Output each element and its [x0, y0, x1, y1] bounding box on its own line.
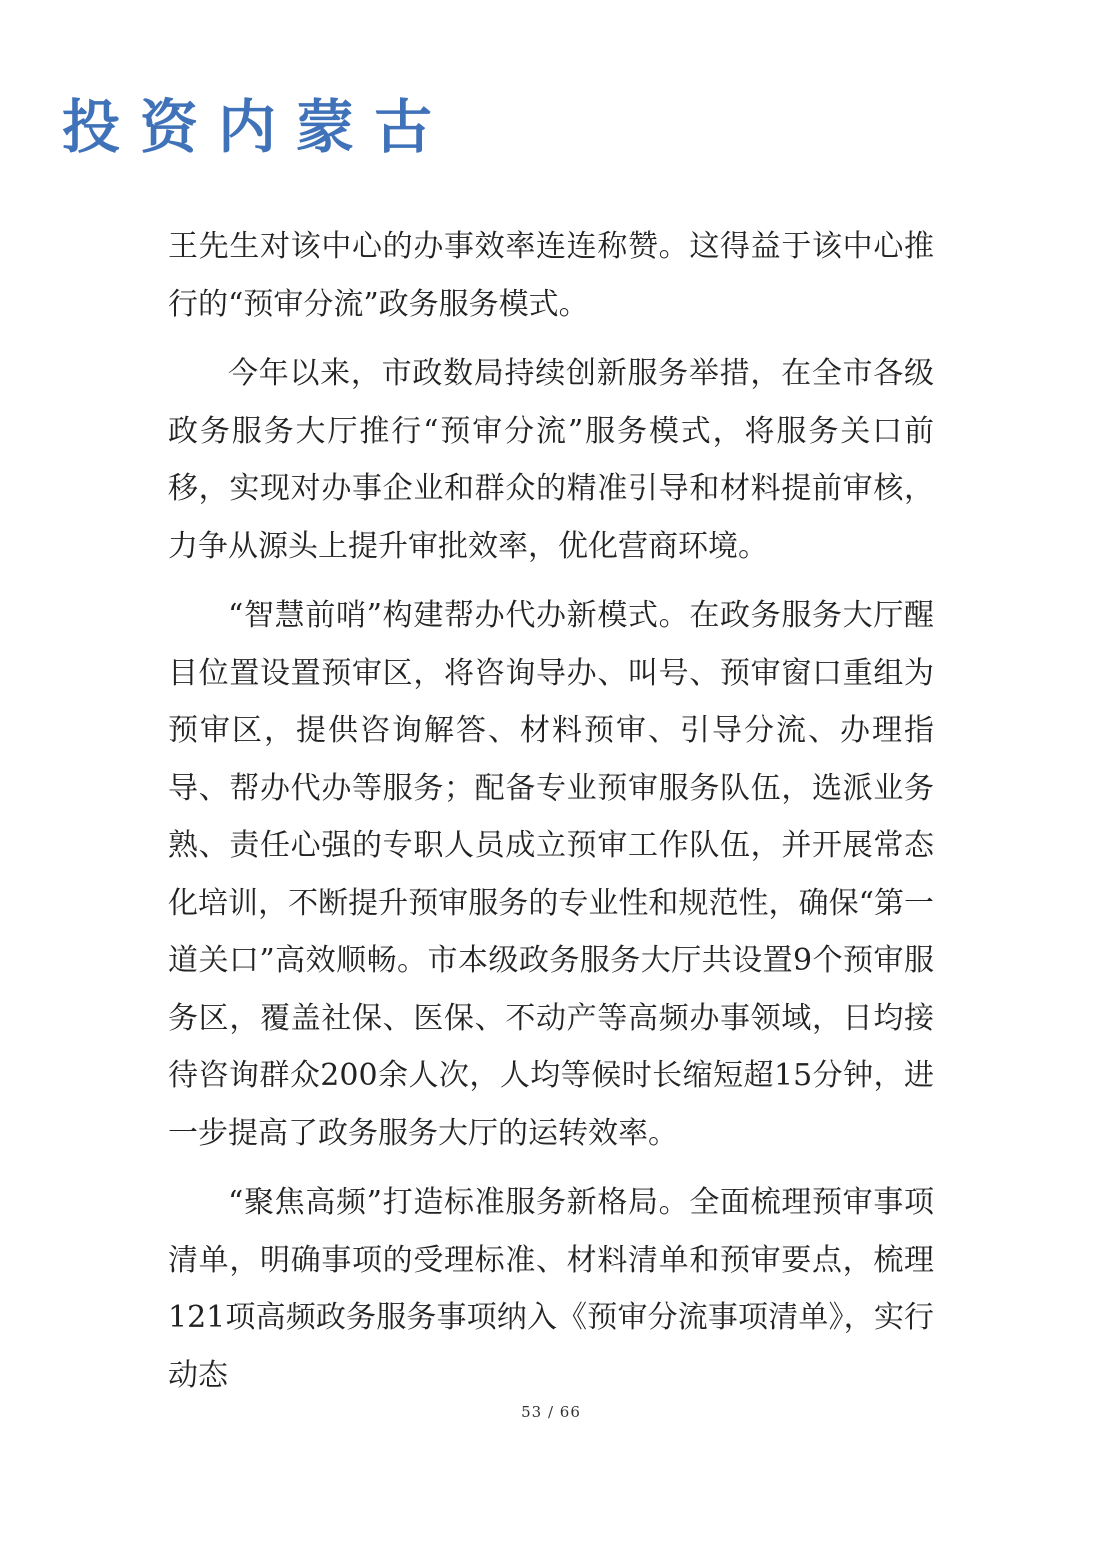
page-number: 53 / 66 [521, 1403, 581, 1421]
paragraph-intro: 今年以来，市政数局持续创新服务举措，在全市各级政务服务大厅推行“预审分流”服务模式，将服务关口前移，实现对办事企业和群众的精准引导和材料提前审核，力争从源头上提升审批效率，优化营商环境。 [168, 356, 934, 564]
paragraph-smart-outpost: “智慧前哨”构建帮办代办新模式。在政务服务大厅醒目位置设置预审区，将咨询导办、叫号、预审窗口重组为预审区，提供咨询解答、材料预审、引导分流、办理指导、帮办代办等服务；配备专业预审服务队伍，选派业务熟、责任心强的专职人员成立预审工作队伍，并开展常态化培训，不断提升预审服务的专业性和规范性，确保“第一道关口”高效顺畅。市本级政务服务大厅共设置9个预审服务区，覆盖社保、医保、不动产等高频办事领域，日均接待咨询群众200余人次，人均等候时长缩短超15分钟，进一步提高了政务服务大厅的运转效率。 [168, 598, 934, 1151]
paragraph-focus-high-frequency: “聚焦高频”打造标准服务新格局。全面梳理预审事项清单，明确事项的受理标准、材料清单和预审要点，梳理121项高频政务服务事项纳入《预审分流事项清单》，实行动态 [168, 1185, 934, 1393]
article-body [168, 218, 934, 1404]
paragraph-continuation: 王先生对该中心的办事效率连连称赞。这得益于该中心推行的“预审分流”政务服务模式。 [168, 229, 934, 322]
header-title: 投资内蒙古 [62, 93, 453, 161]
